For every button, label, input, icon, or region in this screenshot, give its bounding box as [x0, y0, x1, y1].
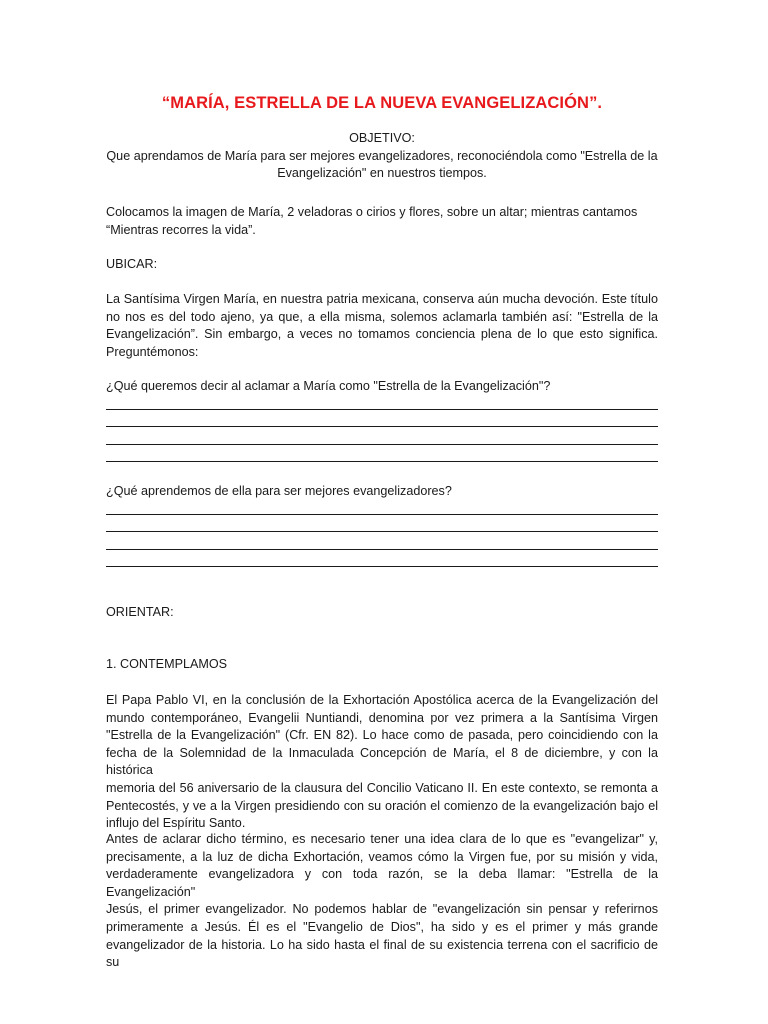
answer-line[interactable] — [106, 554, 658, 572]
document-page — [106, 0, 658, 1024]
paragraph-line: no nos es del todo ajeno, ya que, a ella misma, solemos aclamarla también así: "Estrella de la — [106, 309, 658, 324]
answer-line[interactable] — [106, 536, 658, 554]
paragraph-line: precisamente, a la luz de dicha Exhortación, veamos cómo la Virgen fue, por su misión y vida, — [106, 849, 658, 864]
paragraph-line: "Estrella de la Evangelización" (Cfr. EN 82). Lo hace como de pasada, pero coincidiendo con la — [106, 728, 658, 743]
contemplamos-paragraph-2 — [106, 831, 658, 972]
objetivo-text-line: Que aprendamos de María para ser mejores evangelizadores, reconociéndola como "Estrella de la — [106, 148, 658, 163]
ubicar-heading: UBICAR: — [106, 257, 158, 271]
contemplamos-heading: 1. CONTEMPLAMOS — [106, 657, 228, 671]
paragraph-line: Antes de aclarar dicho término, es necesario tener una idea clara de lo que es "evangelizar" y, — [106, 832, 658, 846]
paragraph-line: La Santísima Virgen María, en nuestra patria mexicana, conserva aún mucha devoción. Este título — [106, 292, 658, 306]
paragraph-line: “Mientras recorres la vida”. — [106, 222, 256, 237]
paragraph-line: Evangelización”. Sin embargo, a veces no tomamos conciencia plena de lo que esto significa. — [106, 327, 658, 342]
objetivo-text-line: Evangelización" en nuestros tiempos. — [277, 166, 487, 181]
answer-lines-2[interactable] — [106, 501, 658, 571]
paragraph-line: influjo del Espíritu Santo. — [106, 816, 246, 831]
paragraph-line: memoria del 56 aniversario de la clausura del Concilio Vaticano II. En este contexto, se remonta a — [106, 780, 658, 795]
paragraph-line: Colocamos la imagen de María, 2 veladoras o cirios y flores, sobre un altar; mientras cantamos — [106, 205, 638, 219]
paragraph-line: mundo contemporáneo, Evangelii Nuntiandi, denomina por vez primera a la Santísima Virgen — [106, 710, 658, 725]
paragraph-line: fecha de la Solemnidad de la Inmaculada Concepción de María, el 8 de diciembre, y con la histórica — [106, 745, 658, 778]
answer-line[interactable] — [106, 414, 658, 432]
paragraph-line: Pentecostés, y ve a la Virgen presidiendo con su oración el comienzo de la evangelización bajo el — [106, 798, 658, 813]
answer-line[interactable] — [106, 501, 658, 519]
paragraph-line: evangelizador de la historia. Lo ha sido hasta el final de su existencia terrena con el sacrificio de su — [106, 937, 658, 970]
answer-line[interactable] — [106, 431, 658, 449]
objetivo-heading: OBJETIVO: — [349, 131, 415, 145]
paragraph-line: Preguntémonos: — [106, 344, 199, 359]
answer-lines-1[interactable] — [106, 396, 658, 466]
contemplamos-paragraph-1 — [106, 692, 658, 833]
orientar-heading: ORIENTAR: — [106, 605, 174, 619]
paragraph-line: El Papa Pablo VI, en la conclusión de la Exhortación Apostólica acerca de la Evangelización del — [106, 693, 658, 707]
objetivo-section — [106, 130, 658, 183]
intro-paragraph — [106, 204, 658, 239]
paragraph-line: primeramente a Jesús. Él es el "Evangelio de Dios", ha sido y es el primer y más grande — [106, 919, 658, 934]
document-title: “MARÍA, ESTRELLA DE LA NUEVA EVANGELIZACIÓN”. — [161, 94, 603, 112]
paragraph-line: Jesús, el primer evangelizador. No podemos hablar de "evangelización sin pensar y referirnos — [106, 902, 658, 917]
question-2: ¿Qué aprendemos de ella para ser mejores evangelizadores? — [106, 484, 452, 498]
answer-line[interactable] — [106, 519, 658, 537]
ubicar-paragraph — [106, 291, 658, 361]
question-1: ¿Qué queremos decir al aclamar a María como "Estrella de la Evangelización"? — [106, 379, 551, 393]
answer-line[interactable] — [106, 449, 658, 467]
answer-line[interactable] — [106, 396, 658, 414]
paragraph-line: verdaderamente evangelizadora y con toda razón, se la deba llamar: "Estrella de la Evangelización" — [106, 867, 658, 899]
